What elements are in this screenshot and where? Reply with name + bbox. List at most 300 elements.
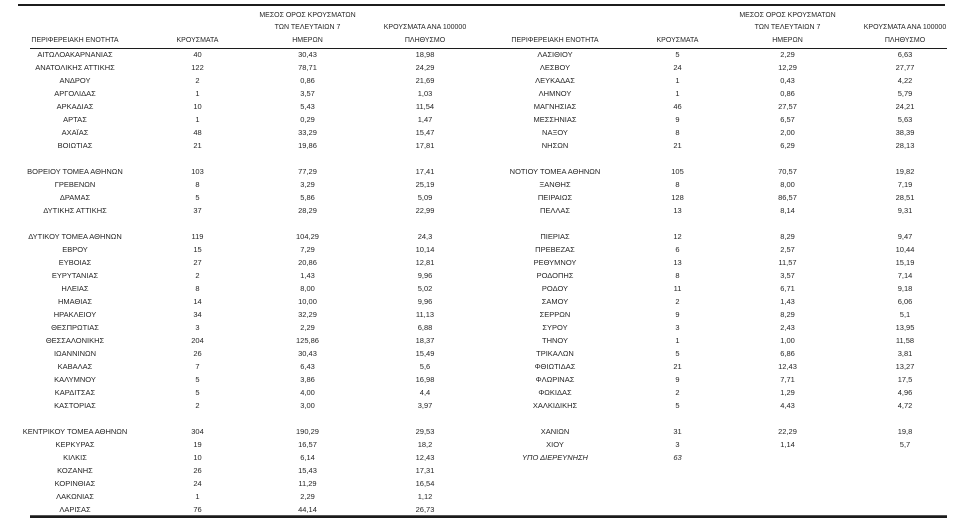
region-cell: ΦΘΙΩΤΙΔΑΣ: [534, 362, 576, 371]
table-row: [0, 204, 480, 217]
per100k-cell: 6,06: [897, 297, 913, 306]
per100k-cell: 26,73: [415, 505, 435, 514]
avg7-cell: 20,86: [298, 258, 317, 267]
per100k-cell: 16,98: [415, 375, 435, 384]
avg7-cell: 3,57: [300, 89, 315, 98]
header-per100k: [850, 22, 960, 48]
avg7-cell: 6,86: [780, 349, 795, 358]
per100k-cell: 4,4: [419, 388, 431, 397]
region-cell: ΑΡΚΑΔΙΑΣ: [56, 102, 94, 111]
table-row: [480, 425, 960, 438]
region-cell: ΛΑΣΙΘΙΟΥ: [537, 50, 573, 59]
table-row: [0, 230, 480, 243]
region-cell: ΕΥΡΥΤΑΝΙΑΣ: [51, 271, 99, 280]
avg7-cell: 8,29: [780, 232, 795, 241]
per100k-cell: 9,96: [417, 271, 433, 280]
region-cell: ΥΠΟ ΔΙΕΡΕΥΝΗΣΗ: [522, 453, 588, 462]
cases-cell: 21: [673, 362, 682, 371]
table-header-left: [0, 0, 480, 48]
per100k-cell: 10,14: [415, 245, 435, 254]
cases-cell: 13: [673, 206, 682, 215]
cases-cell: 1: [675, 76, 680, 85]
table-row: [0, 438, 480, 451]
region-cell: ΦΩΚΙΔΑΣ: [538, 388, 572, 397]
cases-cell: 26: [193, 349, 202, 358]
cases-cell: 12: [673, 232, 682, 241]
region-cell: ΑΡΓΟΛΙΔΑΣ: [54, 89, 96, 98]
table-row: [480, 178, 960, 191]
cases-cell: 1: [675, 336, 680, 345]
region-cell: ΓΡΕΒΕΝΩΝ: [54, 180, 96, 189]
table-row: [480, 438, 960, 451]
per100k-cell: 1,12: [417, 492, 433, 501]
region-cell: ΔΡΑΜΑΣ: [59, 193, 91, 202]
cases-cell: 119: [191, 232, 204, 241]
region-cell: ΒΟΙΩΤΙΑΣ: [57, 141, 93, 150]
table-row: [480, 204, 960, 217]
cases-cell: 5: [675, 50, 680, 59]
per100k-cell: 17,31: [415, 466, 435, 475]
cases-cell: 27: [193, 258, 202, 267]
avg7-cell: 125,86: [296, 336, 319, 345]
cases-cell: 37: [193, 206, 202, 215]
table-row-spacer: [480, 152, 960, 165]
per100k-cell: 24,29: [415, 63, 435, 72]
region-cell: ΙΩΑΝΝΙΝΩΝ: [53, 349, 97, 358]
table-row: [0, 334, 480, 347]
avg7-cell: 3,29: [300, 180, 315, 189]
per100k-cell: 9,47: [897, 232, 913, 241]
table-row: [0, 74, 480, 87]
per100k-cell: 13,27: [895, 362, 915, 371]
header-avg7-line1: ΜΕΣΟΣ ΟΡΟΣ ΚΡΟΥΣΜΑΤΩΝ: [739, 11, 836, 19]
cases-cell: 7: [195, 362, 200, 371]
avg7-cell: 7,71: [780, 375, 795, 384]
avg7-cell: 0,86: [780, 89, 795, 98]
per100k-cell: 7,19: [897, 180, 913, 189]
region-cell: ΔΥΤΙΚΗΣ ΑΤΤΙΚΗΣ: [43, 206, 107, 215]
avg7-cell: 2,43: [780, 323, 795, 332]
header-avg7-line2: ΤΩΝ ΤΕΛΕΥΤΑΙΩΝ 7: [274, 24, 341, 31]
per100k-cell: 6,88: [417, 323, 433, 332]
cases-cell: 304: [191, 427, 204, 436]
per100k-cell: 5,02: [417, 284, 433, 293]
region-cell: ΞΑΝΘΗΣ: [539, 180, 571, 189]
table-row: [0, 165, 480, 178]
cases-cell: 3: [675, 440, 680, 449]
per100k-cell: 15,47: [415, 128, 435, 137]
table-row: [0, 282, 480, 295]
per100k-cell: 12,81: [415, 258, 435, 267]
table-row: [0, 178, 480, 191]
header-cases-label: ΚΡΟΥΣΜΑΤΑ: [176, 36, 219, 44]
cases-cell: 24: [673, 63, 682, 72]
avg7-cell: 2,57: [780, 245, 795, 254]
region-cell: ΝΗΣΩΝ: [541, 141, 569, 150]
avg7-cell: 6,29: [780, 141, 795, 150]
per100k-cell: 1,03: [417, 89, 433, 98]
region-cell: ΒΟΡΕΙΟΥ ΤΟΜΕΑ ΑΘΗΝΩΝ: [27, 167, 123, 176]
cases-cell: 21: [673, 141, 682, 150]
cases-cell: 103: [191, 167, 204, 176]
table-row-spacer: [0, 412, 480, 425]
avg7-cell: 2,29: [780, 50, 795, 59]
table-row: [480, 282, 960, 295]
header-region-label: ΠΕΡΙΦΕΡΕΙΑΚΗ ΕΝΟΤΗΤΑ: [31, 36, 119, 44]
per100k-cell: 5,09: [417, 193, 433, 202]
table-row: [480, 399, 960, 412]
per100k-cell: 16,54: [415, 479, 435, 488]
header-per100k: [370, 22, 480, 48]
cases-cell: 2: [675, 388, 680, 397]
table-left-half: [0, 0, 480, 516]
per100k-cell: 15,19: [895, 258, 915, 267]
per100k-cell: 19,8: [897, 427, 913, 436]
table-row: [480, 100, 960, 113]
cases-cell: 19: [193, 440, 202, 449]
per100k-cell: 28,51: [895, 193, 915, 202]
avg7-cell: 11,29: [298, 479, 317, 488]
avg7-cell: 1,14: [780, 440, 795, 449]
avg7-cell: 8,00: [780, 180, 795, 189]
avg7-cell: 6,14: [300, 453, 315, 462]
per100k-cell: 22,99: [415, 206, 435, 215]
table-row: [0, 256, 480, 269]
avg7-cell: 22,29: [778, 427, 797, 436]
region-cell: ΡΟΔΟΠΗΣ: [536, 271, 574, 280]
cases-cell: 9: [675, 115, 680, 124]
cases-cell: 6: [675, 245, 680, 254]
per100k-cell: 18,2: [417, 440, 433, 449]
region-cell: ΛΑΡΙΣΑΣ: [59, 505, 91, 514]
per100k-cell: 18,98: [415, 50, 435, 59]
region-cell: ΧΑΛΚΙΔΙΚΗΣ: [532, 401, 578, 410]
avg7-cell: 30,43: [298, 349, 317, 358]
table-row: [0, 308, 480, 321]
region-cell: ΗΜΑΘΙΑΣ: [57, 297, 93, 306]
avg7-cell: 1,43: [300, 271, 315, 280]
cases-cell: 8: [195, 284, 200, 293]
region-cell: ΕΥΒΟΙΑΣ: [58, 258, 92, 267]
avg7-cell: 77,29: [298, 167, 317, 176]
per100k-cell: 25,19: [415, 180, 435, 189]
table-row: [0, 295, 480, 308]
cases-cell: 128: [671, 193, 684, 202]
avg7-cell: 8,14: [780, 206, 795, 215]
table-row: [480, 373, 960, 386]
region-cell: ΦΛΩΡΙΝΑΣ: [535, 375, 575, 384]
header-avg7-line1: ΜΕΣΟΣ ΟΡΟΣ ΚΡΟΥΣΜΑΤΩΝ: [259, 11, 356, 19]
region-cell: ΗΛΕΙΑΣ: [61, 284, 89, 293]
per100k-cell: 3,81: [897, 349, 913, 358]
cases-cell: 15: [193, 245, 202, 254]
cases-cell: 21: [193, 141, 202, 150]
cases-cell: 2: [675, 297, 680, 306]
cases-cell: 9: [675, 375, 680, 384]
cases-cell: 1: [195, 89, 200, 98]
region-cell: ΚΑΒΑΛΑΣ: [57, 362, 93, 371]
avg7-cell: 104,29: [296, 232, 319, 241]
region-cell: ΤΡΙΚΑΛΩΝ: [536, 349, 574, 358]
region-cell: ΚΟΖΑΝΗΣ: [57, 466, 93, 475]
avg7-cell: 11,57: [778, 258, 797, 267]
header-region: [480, 35, 630, 49]
per100k-cell: 5,7: [899, 440, 911, 449]
region-cell: ΠΕΙΡΑΙΩΣ: [537, 193, 573, 202]
avg7-cell: 3,86: [300, 375, 315, 384]
table-row: [0, 373, 480, 386]
cases-cell: 10: [193, 102, 202, 111]
region-cell: ΑΡΤΑΣ: [63, 115, 87, 124]
region-cell: ΛΕΥΚΑΔΑΣ: [535, 76, 575, 85]
cases-cell: 9: [675, 310, 680, 319]
avg7-cell: 6,57: [780, 115, 795, 124]
region-cell: ΧΙΟΥ: [546, 440, 564, 449]
region-cell: ΘΕΣΣΑΛΟΝΙΚΗΣ: [45, 336, 105, 345]
table-row: [480, 451, 960, 464]
avg7-cell: 3,57: [780, 271, 795, 280]
region-cell: ΛΑΚΩΝΙΑΣ: [56, 492, 94, 501]
table-body-left: [0, 48, 480, 516]
region-cell: ΛΕΣΒΟΥ: [539, 63, 571, 72]
avg7-cell: 1,29: [780, 388, 795, 397]
header-avg7: [245, 10, 370, 49]
table-row: [0, 243, 480, 256]
table-row: [480, 256, 960, 269]
region-cell: ΚΕΝΤΡΙΚΟΥ ΤΟΜΕΑ ΑΘΗΝΩΝ: [22, 427, 128, 436]
table-row: [0, 360, 480, 373]
avg7-cell: 12,43: [778, 362, 797, 371]
cases-cell: 34: [193, 310, 202, 319]
region-cell: ΠΡΕΒΕΖΑΣ: [535, 245, 575, 254]
header-per100k-line1: ΚΡΟΥΣΜΑΤΑ ΑΝΑ 100000: [383, 24, 467, 31]
region-cell: ΡΕΘΥΜΝΟΥ: [533, 258, 577, 267]
avg7-cell: 4,43: [780, 401, 795, 410]
table-body-right: [480, 48, 960, 464]
per100k-cell: 7,14: [897, 271, 913, 280]
cases-cell: 11: [673, 284, 682, 293]
table-row: [0, 61, 480, 74]
table-row: [480, 74, 960, 87]
table-row: [480, 308, 960, 321]
avg7-cell: 32,29: [298, 310, 317, 319]
region-cell: ΚΑΛΥΜΝΟΥ: [54, 375, 96, 384]
region-cell: ΕΒΡΟΥ: [62, 245, 88, 254]
per100k-cell: 17,81: [415, 141, 435, 150]
region-cell: ΚΑΣΤΟΡΙΑΣ: [54, 401, 96, 410]
table-row: [0, 399, 480, 412]
per100k-cell: 24,21: [895, 102, 915, 111]
per100k-cell: 9,18: [897, 284, 913, 293]
table-row: [0, 191, 480, 204]
table-row: [0, 386, 480, 399]
per100k-cell: 38,39: [895, 128, 915, 137]
bottom-rule: [30, 515, 947, 518]
avg7-cell: 30,43: [298, 50, 317, 59]
region-cell: ΜΑΓΝΗΣΙΑΣ: [533, 102, 577, 111]
avg7-cell: 16,57: [298, 440, 317, 449]
cases-cell: 5: [675, 401, 680, 410]
per100k-cell: 15,49: [415, 349, 435, 358]
cases-cell: 46: [673, 102, 682, 111]
cases-cell: 31: [673, 427, 682, 436]
avg7-cell: 2,29: [300, 492, 315, 501]
avg7-cell: 1,43: [780, 297, 795, 306]
table-row-spacer: [0, 152, 480, 165]
per100k-cell: 21,69: [415, 76, 435, 85]
table-row: [480, 139, 960, 152]
table-row: [0, 269, 480, 282]
table-row: [480, 48, 960, 61]
table-row: [480, 165, 960, 178]
table-row: [480, 191, 960, 204]
table-row: [0, 347, 480, 360]
header-per100k-line2: ΠΛΗΘΥΣΜΟ: [884, 36, 926, 44]
avg7-cell: 78,71: [298, 63, 317, 72]
per100k-cell: 11,13: [415, 310, 435, 319]
table-row: [480, 269, 960, 282]
region-cell: ΜΕΣΣΗΝΙΑΣ: [533, 115, 577, 124]
cases-cell: 63: [673, 453, 682, 462]
avg7-cell: 70,57: [778, 167, 797, 176]
header-cases-label: ΚΡΟΥΣΜΑΤΑ: [656, 36, 699, 44]
cases-cell: 2: [195, 76, 200, 85]
cases-cell: 8: [195, 180, 200, 189]
table-row-spacer: [480, 217, 960, 230]
per100k-cell: 27,77: [895, 63, 915, 72]
per100k-cell: 28,13: [895, 141, 915, 150]
per100k-cell: 11,54: [415, 102, 435, 111]
per100k-cell: 4,22: [897, 76, 913, 85]
header-region-label: ΠΕΡΙΦΕΡΕΙΑΚΗ ΕΝΟΤΗΤΑ: [511, 36, 599, 44]
avg7-cell: 2,00: [780, 128, 795, 137]
region-cell: ΚΙΛΚΙΣ: [63, 453, 87, 462]
table-header-right: [480, 0, 960, 48]
region-cell: ΝΑΞΟΥ: [542, 128, 568, 137]
region-cell: ΑΝΑΤΟΛΙΚΗΣ ΑΤΤΙΚΗΣ: [35, 63, 115, 72]
avg7-cell: 3,00: [300, 401, 315, 410]
per100k-cell: 9,96: [417, 297, 433, 306]
table-row: [0, 321, 480, 334]
table-row: [480, 347, 960, 360]
cases-cell: 10: [193, 453, 202, 462]
region-cell: ΚΕΡΚΥΡΑΣ: [55, 440, 95, 449]
table-row: [480, 386, 960, 399]
header-cases: [630, 35, 725, 49]
per100k-cell: 17,5: [897, 375, 913, 384]
table-right-half: [480, 0, 960, 516]
avg7-cell: 8,00: [300, 284, 315, 293]
per100k-cell: 4,72: [897, 401, 913, 410]
avg7-cell: 190,29: [296, 427, 319, 436]
avg7-cell: 0,43: [780, 76, 795, 85]
table-row: [0, 100, 480, 113]
region-cell: ΚΟΡΙΝΘΙΑΣ: [54, 479, 96, 488]
table-row: [480, 243, 960, 256]
avg7-cell: 1,00: [780, 336, 795, 345]
table-row: [0, 490, 480, 503]
region-cell: ΡΟΔΟΥ: [541, 284, 569, 293]
cases-cell: 1: [195, 115, 200, 124]
region-cell: ΗΡΑΚΛΕΙΟΥ: [53, 310, 97, 319]
avg7-cell: 2,29: [300, 323, 315, 332]
per100k-cell: 29,53: [415, 427, 435, 436]
cases-cell: 5: [195, 375, 200, 384]
cases-cell: 76: [193, 505, 202, 514]
cases-cell: 2: [195, 401, 200, 410]
cases-cell: 26: [193, 466, 202, 475]
cases-cell: 5: [675, 349, 680, 358]
avg7-cell: 44,14: [298, 505, 317, 514]
region-cell: ΔΥΤΙΚΟΥ ΤΟΜΕΑ ΑΘΗΝΩΝ: [28, 232, 122, 241]
region-cell: ΚΑΡΔΙΤΣΑΣ: [54, 388, 96, 397]
header-avg7-line2: ΤΩΝ ΤΕΛΕΥΤΑΙΩΝ 7: [754, 24, 821, 31]
header-region: [0, 35, 150, 49]
region-cell: ΘΕΣΠΡΩΤΙΑΣ: [51, 323, 99, 332]
table-row-spacer: [480, 412, 960, 425]
cases-cell: 204: [191, 336, 204, 345]
cases-cell: 8: [675, 271, 680, 280]
avg7-cell: 86,57: [778, 193, 797, 202]
cases-cell: 1: [195, 492, 200, 501]
per100k-cell: 18,37: [415, 336, 435, 345]
per100k-cell: 4,96: [897, 388, 913, 397]
table-row: [0, 48, 480, 61]
table-row: [480, 87, 960, 100]
per100k-cell: 10,44: [895, 245, 915, 254]
table-row: [480, 126, 960, 139]
table-row: [0, 477, 480, 490]
avg7-cell: 27,57: [778, 102, 797, 111]
region-cell: ΑΧΑΪΑΣ: [61, 128, 89, 137]
avg7-cell: 6,43: [300, 362, 315, 371]
per100k-cell: 5,63: [897, 115, 913, 124]
region-cell: ΑΙΤΩΛΟΑΚΑΡΝΑΝΙΑΣ: [37, 50, 113, 59]
header-rule: [30, 48, 947, 49]
per100k-cell: 24,3: [417, 232, 433, 241]
cases-cell: 13: [673, 258, 682, 267]
per100k-cell: 17,41: [415, 167, 435, 176]
cases-cell: 1: [675, 89, 680, 98]
per100k-cell: 1,47: [417, 115, 433, 124]
avg7-cell: 5,86: [300, 193, 315, 202]
avg7-cell: 33,29: [298, 128, 317, 137]
table-row: [0, 451, 480, 464]
per100k-cell: 3,97: [417, 401, 433, 410]
region-cell: ΠΕΛΛΑΣ: [539, 206, 571, 215]
header-avg7-line3: ΗΜΕΡΩΝ: [292, 36, 323, 44]
cases-cell: 8: [675, 128, 680, 137]
cases-cell: 105: [671, 167, 684, 176]
avg7-cell: 0,86: [300, 76, 315, 85]
avg7-cell: 6,71: [780, 284, 795, 293]
per100k-cell: 19,82: [895, 167, 915, 176]
avg7-cell: 4,00: [300, 388, 315, 397]
region-cell: ΝΟΤΙΟΥ ΤΟΜΕΑ ΑΘΗΝΩΝ: [509, 167, 601, 176]
table-row: [0, 126, 480, 139]
region-cell: ΠΙΕΡΙΑΣ: [540, 232, 570, 241]
table-row: [0, 139, 480, 152]
cases-cell: 3: [195, 323, 200, 332]
per100k-cell: 6,63: [897, 50, 913, 59]
avg7-cell: 8,29: [780, 310, 795, 319]
header-per100k-line1: ΚΡΟΥΣΜΑΤΑ ΑΝΑ 100000: [863, 24, 947, 31]
table-row: [480, 230, 960, 243]
per100k-cell: 13,95: [895, 323, 915, 332]
region-cell: ΣΑΜΟΥ: [541, 297, 569, 306]
table-row: [480, 360, 960, 373]
header-avg7: [725, 10, 850, 49]
